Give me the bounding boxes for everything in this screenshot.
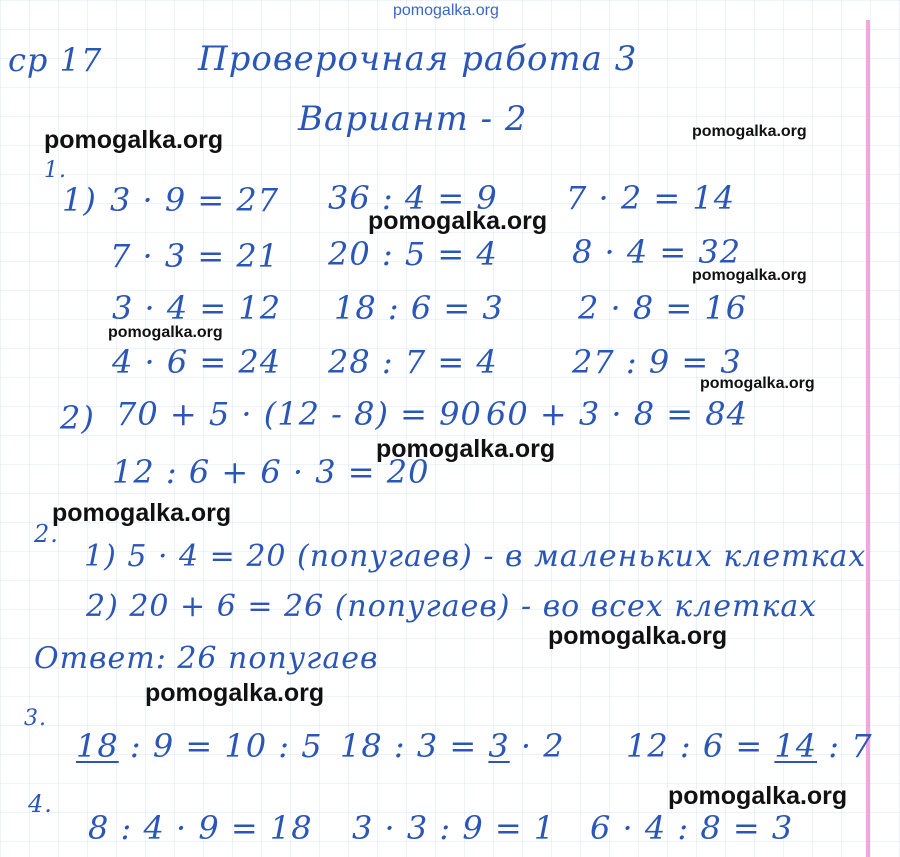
equation: 7 · 3 = 21 (110, 237, 280, 275)
underlined-answer: 18 (76, 727, 119, 765)
equation: 27 : 9 = 3 (572, 343, 742, 381)
underlined-answer: 3 (488, 727, 510, 765)
watermark-top: pomogalka.org (393, 2, 499, 19)
equation: 12 : 6 = 14 : 7 (626, 727, 873, 765)
task-4-number: 4. (28, 790, 53, 818)
watermark: pomogalka.org (548, 622, 728, 650)
expression: 12 : 6 + 6 · 3 = 20 (112, 453, 430, 491)
equation: 3 · 3 : 9 = 1 (352, 809, 556, 847)
watermark: pomogalka.org (52, 499, 232, 527)
equation: 8 : 4 · 9 = 18 (88, 809, 313, 847)
watermark: pomogalka.org (668, 782, 848, 810)
page-title: Проверочная работа 3 (198, 39, 638, 79)
watermark: pomogalka.org (700, 375, 815, 392)
equation: 20 : 5 = 4 (328, 235, 498, 273)
solution-line: 1) 5 · 4 = 20 (попугаев) - в маленьких клетках (84, 539, 867, 574)
expression: 60 + 3 · 8 = 84 (486, 395, 748, 433)
equation: 36 : 4 = 9 (328, 179, 498, 217)
task-2-number: 2. (34, 520, 59, 548)
watermark: pomogalka.org (44, 126, 224, 154)
variant-label: Вариант - 2 (298, 99, 528, 139)
equation: 6 · 4 : 8 = 3 (590, 809, 794, 847)
task-3-number: 3. (24, 706, 47, 731)
task-1-part-1-label: 1) (62, 181, 97, 219)
watermark: pomogalka.org (376, 435, 556, 463)
equation: 4 · 6 = 24 (112, 343, 282, 381)
equation: 18 : 9 = 10 : 5 (76, 727, 323, 765)
watermark: pomogalka.org (108, 324, 223, 341)
expression: 70 + 5 · (12 - 8) = 90 (116, 395, 482, 433)
watermark: pomogalka.org (368, 207, 548, 235)
watermark: pomogalka.org (145, 679, 325, 707)
equation: 3 · 9 = 27 (110, 181, 280, 219)
equation: 7 · 2 = 14 (566, 179, 736, 217)
solution-line: 2) 20 + 6 = 26 (попугаев) - во всех клетках (86, 589, 818, 624)
answer: Ответ: 26 попугаев (34, 641, 379, 676)
task-1-part-2-label: 2) (60, 399, 95, 437)
equation: 2 · 8 = 16 (578, 289, 748, 327)
task-1-number: 1. (44, 158, 67, 183)
underlined-answer: 14 (774, 727, 818, 765)
equation: 18 : 6 = 3 (334, 289, 504, 327)
watermark: pomogalka.org (692, 267, 807, 284)
page-number: ср 17 (8, 41, 103, 79)
equation: 8 · 4 = 32 (572, 233, 742, 271)
equation: 3 · 4 = 12 (112, 289, 282, 327)
equation: 18 : 3 = 3 · 2 (340, 727, 565, 765)
watermark: pomogalka.org (692, 123, 807, 140)
equation: 28 : 7 = 4 (328, 343, 498, 381)
